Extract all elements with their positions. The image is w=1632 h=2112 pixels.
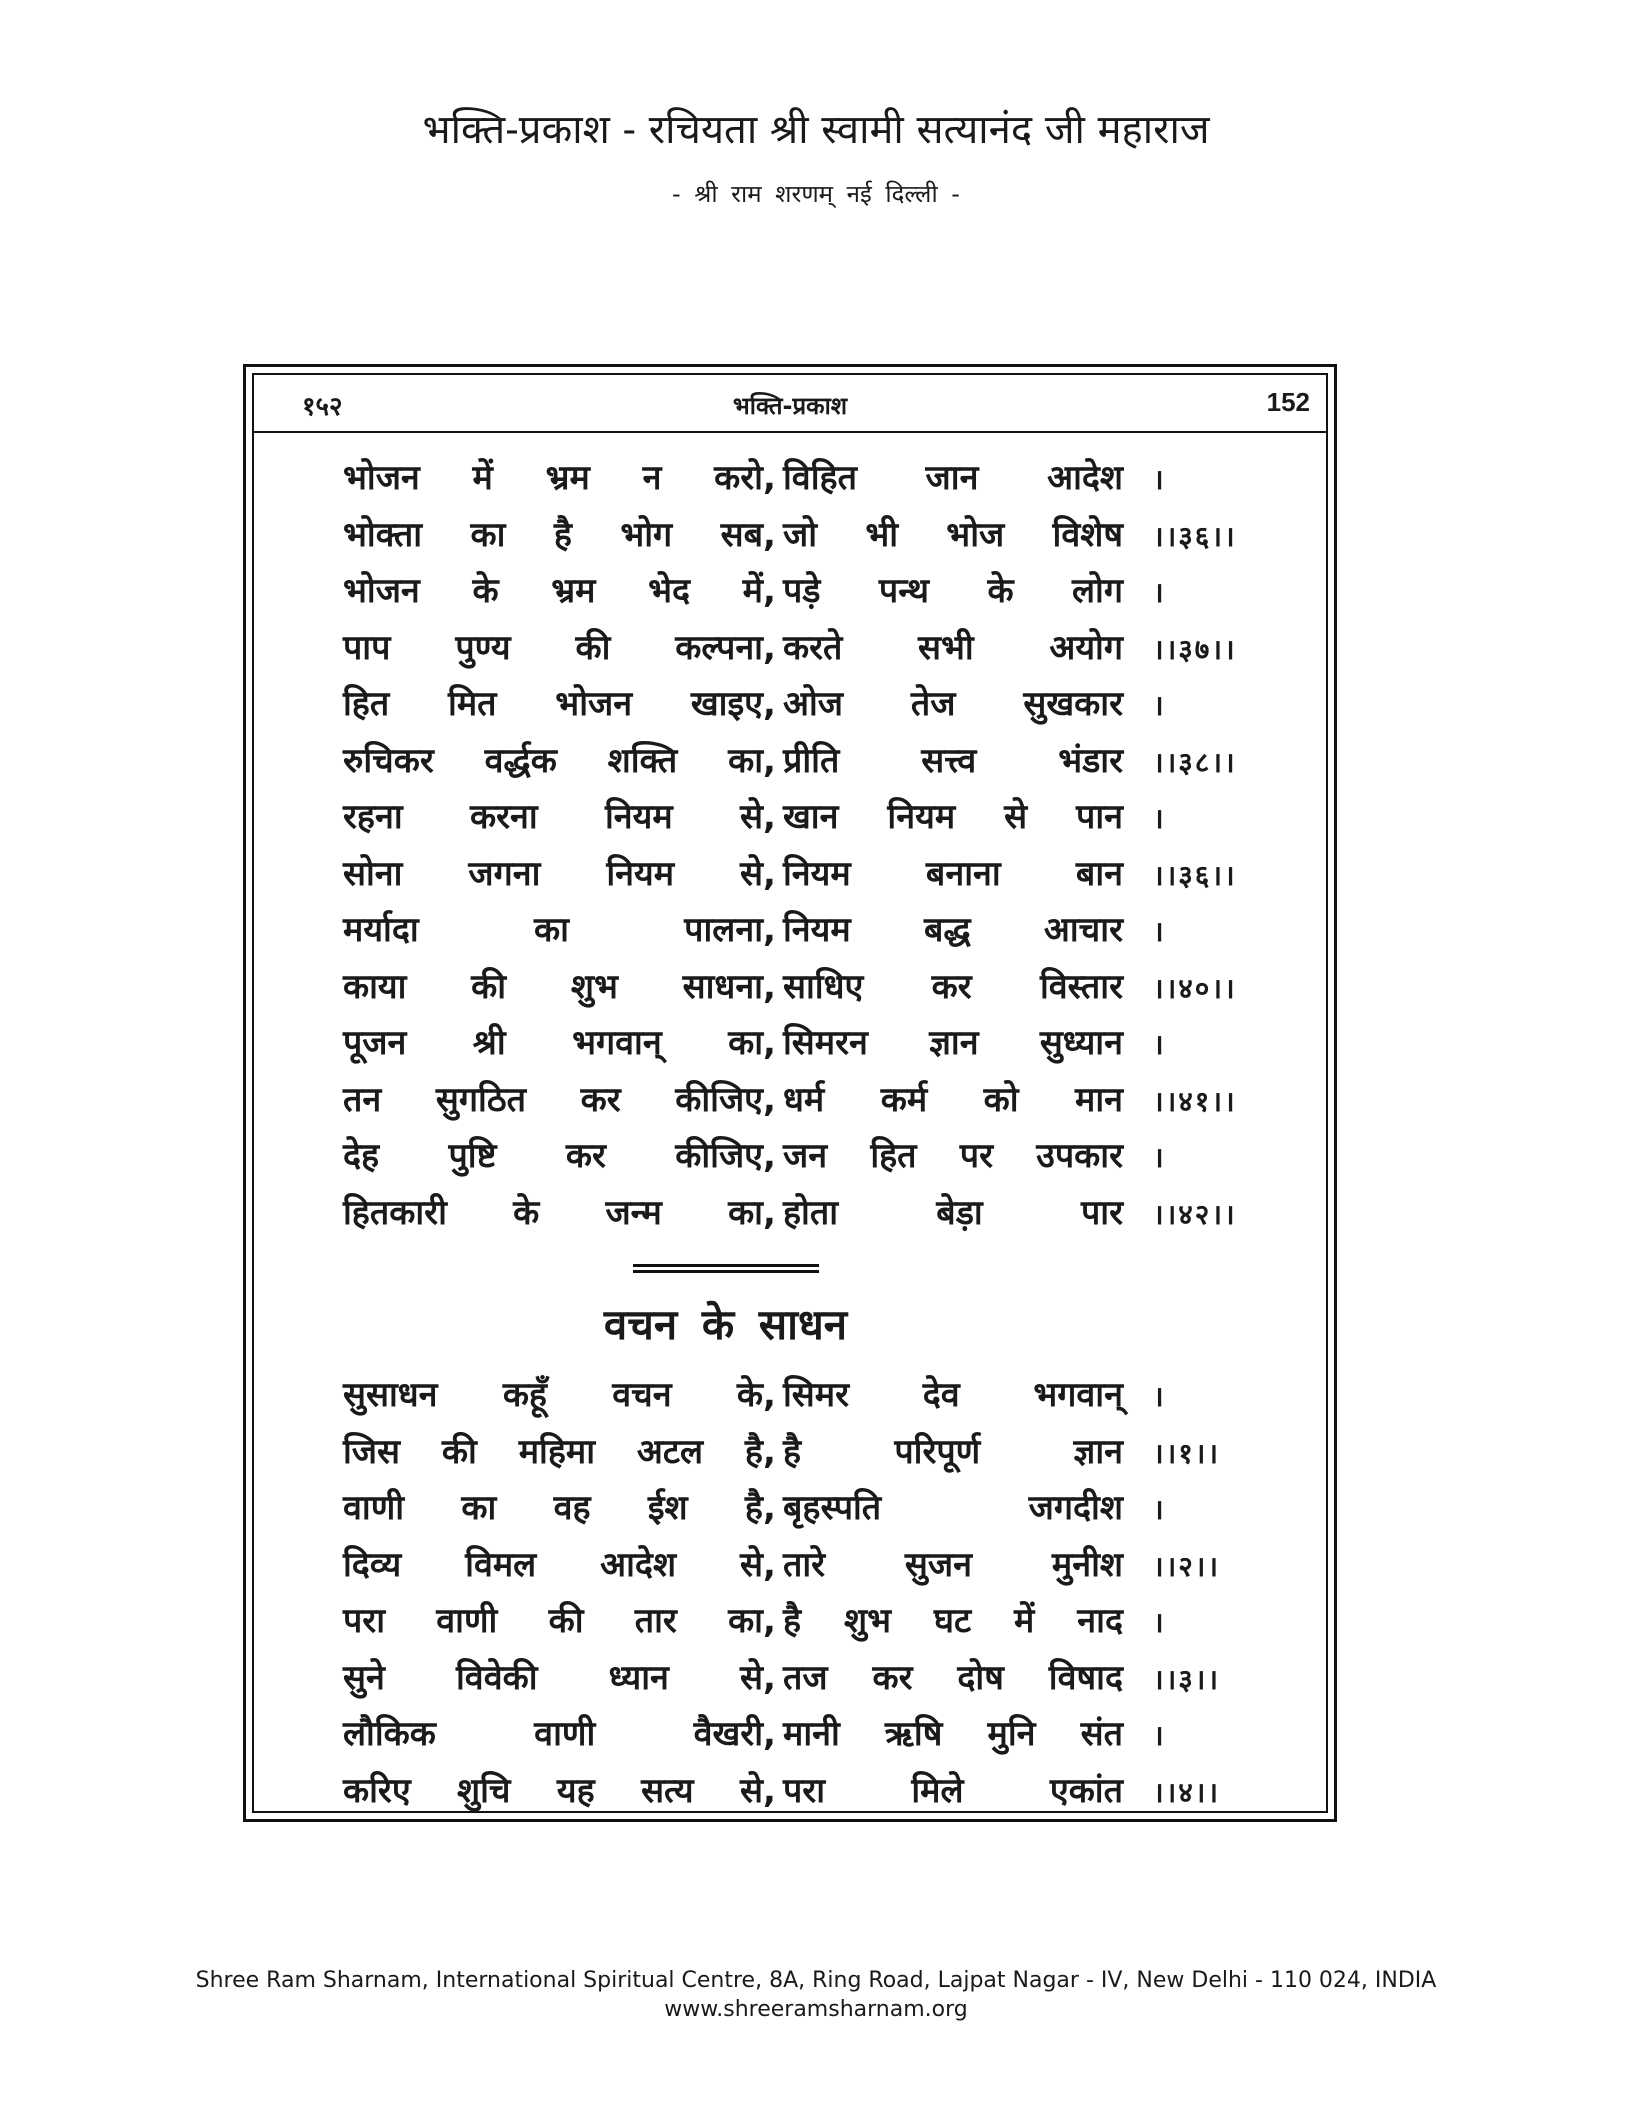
verse-second-half: प्रीति सत्त्व भंडार — [783, 740, 1123, 781]
verse-second-half: जो भी भोज विशेष — [783, 514, 1123, 555]
document-title: भक्ति-प्रकाश - रचियता श्री स्वामी सत्यानंद जी महाराज — [422, 107, 1210, 153]
verse-second-half: परा मिले एकांत — [783, 1770, 1123, 1811]
verse-line — [343, 849, 1248, 906]
verse-comma: , — [763, 1601, 776, 1641]
verse-first-half: पूजन श्री भगवान् का — [343, 1023, 763, 1063]
verse-line — [343, 1766, 1248, 1823]
document-header — [0, 100, 1632, 210]
verse-second-half: खान नियम से पान — [783, 797, 1123, 837]
verse-first-half: जिस की महिमा अटल है — [343, 1431, 763, 1472]
verse-second-half: तज कर दोष विषाद — [783, 1657, 1123, 1698]
verse-first-half: देह पुष्टि कर कीजिए — [343, 1136, 763, 1176]
verse-first-half: काया की शुभ साधना — [343, 966, 763, 1007]
verse-marker: । — [1153, 915, 1166, 948]
verse-marker: ।।३६।। — [1153, 519, 1237, 553]
verse-marker: । — [1153, 1606, 1166, 1639]
verse-marker: ।।३७।। — [1153, 632, 1237, 666]
verse-comma: , — [763, 1770, 776, 1811]
scanned-page-frame — [243, 364, 1337, 1822]
running-title: भक्ति-प्रकाश — [732, 392, 848, 420]
verse-block — [343, 453, 1248, 1822]
verse-line — [343, 453, 1248, 510]
verse-second-half: तारे सुजन मुनीश — [783, 1544, 1123, 1585]
verses-part-1 — [343, 453, 1248, 1244]
verse-comma: , — [763, 1375, 776, 1415]
verse-second-half: ओज तेज सुखकार — [783, 684, 1123, 724]
verse-comma: , — [763, 571, 776, 611]
verse-marker: । — [1153, 802, 1166, 835]
verse-comma: , — [763, 458, 776, 498]
verse-first-half: वाणी का वह ईश है — [343, 1488, 763, 1528]
verse-line — [343, 962, 1248, 1019]
section-divider — [633, 1264, 819, 1273]
verse-marker: । — [1153, 1719, 1166, 1752]
verse-second-half: नियम बद्ध आचार — [783, 910, 1123, 950]
verse-marker: । — [1153, 1028, 1166, 1061]
verse-comma: , — [763, 1488, 776, 1528]
verse-line — [343, 1653, 1248, 1710]
verse-line — [343, 1483, 1248, 1540]
page-number-devanagari: १५२ — [302, 392, 343, 422]
verse-first-half: मर्यादा का पालना — [343, 910, 763, 950]
verse-marker: ।।३।। — [1153, 1662, 1221, 1696]
verses-part-2 — [343, 1370, 1248, 1822]
verse-second-half: पड़े पन्थ के लोग — [783, 571, 1123, 611]
verse-first-half: पाप पुण्य की कल्पना — [343, 627, 763, 668]
verse-line — [343, 792, 1248, 849]
verse-first-half: रुचिकर वर्द्धक शक्ति का — [343, 740, 763, 781]
verse-first-half: सोना जगना नियम से — [343, 853, 763, 894]
verse-comma: , — [763, 684, 776, 724]
verse-line — [343, 623, 1248, 680]
verse-second-half: विहित जान आदेश — [783, 458, 1123, 498]
verse-comma: , — [763, 1192, 776, 1233]
verse-marker: ।।४१।। — [1153, 1084, 1237, 1118]
verse-comma: , — [763, 1714, 776, 1754]
verse-second-half: मानी ऋषि मुनि संत — [783, 1714, 1123, 1754]
verse-first-half: दिव्य विमल आदेश से — [343, 1544, 763, 1585]
footer-website: www.shreeramsharnam.org — [664, 1997, 968, 2022]
verse-line — [343, 1075, 1248, 1132]
verse-second-half: नियम बनाना बान — [783, 853, 1123, 894]
page-number: 152 — [1266, 387, 1310, 417]
verse-second-half: सिमर देव भगवान् — [783, 1375, 1123, 1415]
verse-second-half: होता बेड़ा पार — [783, 1192, 1123, 1233]
verse-comma: , — [763, 910, 776, 950]
verse-comma: , — [763, 797, 776, 837]
verse-second-half: सिमरन ज्ञान सुध्यान — [783, 1023, 1123, 1063]
verse-marker: ।।२।। — [1153, 1549, 1221, 1583]
verse-comma: , — [763, 1023, 776, 1063]
verse-first-half: भोजन में भ्रम न करो — [343, 458, 763, 498]
verse-second-half: है शुभ घट में नाद — [783, 1601, 1123, 1641]
section-heading: वचन के साधन — [603, 1300, 848, 1349]
verse-marker: ।।३८।। — [1153, 745, 1237, 779]
verse-marker: । — [1153, 1493, 1166, 1526]
verse-second-half: है परिपूर्ण ज्ञान — [783, 1431, 1123, 1472]
verse-comma: , — [763, 1136, 776, 1176]
verse-second-half: बृहस्पति जगदीश — [783, 1488, 1123, 1528]
verse-comma: , — [763, 966, 776, 1007]
verse-marker: । — [1153, 1141, 1166, 1174]
document-footer — [0, 1968, 1632, 2026]
verse-line — [343, 1427, 1248, 1484]
verse-first-half: हित मित भोजन खाइए — [343, 684, 763, 724]
verse-first-half: भोजन के भ्रम भेद में — [343, 571, 763, 611]
verse-marker: । — [1153, 463, 1166, 496]
verse-marker: ।।४।। — [1153, 1775, 1221, 1809]
verse-line — [343, 905, 1248, 962]
page-inner-border — [252, 373, 1328, 1813]
running-head — [254, 375, 1326, 433]
verse-comma: , — [763, 1657, 776, 1698]
verse-marker: ।।४२।। — [1153, 1197, 1237, 1231]
verse-comma: , — [763, 514, 776, 555]
verse-first-half: सुने विवेकी ध्यान से — [343, 1657, 763, 1698]
verse-line — [343, 1596, 1248, 1653]
verse-marker: ।।१।। — [1153, 1436, 1221, 1470]
verse-line — [343, 1131, 1248, 1188]
footer-address: Shree Ram Sharnam, International Spiritual Centre, 8A, Ring Road, Lajpat Nagar - IV, New Delhi - 110 024, INDIA — [195, 1968, 1437, 1993]
verse-first-half: करिए शुचि यह सत्य से — [343, 1770, 763, 1811]
verse-first-half: भोक्ता का है भोग सब — [343, 514, 763, 555]
verse-second-half: जन हित पर उपकार — [783, 1136, 1123, 1176]
verse-second-half: करते सभी अयोग — [783, 627, 1123, 668]
verse-second-half: धर्म कर्म को मान — [783, 1079, 1123, 1120]
verse-comma: , — [763, 627, 776, 668]
verse-first-half: परा वाणी की तार का — [343, 1601, 763, 1641]
document-subtitle: - श्री राम शरणम् नई दिल्ली - — [672, 180, 960, 208]
verse-line — [343, 679, 1248, 736]
verse-first-half: हितकारी के जन्म का — [343, 1192, 763, 1233]
verse-marker: । — [1153, 689, 1166, 722]
verse-line — [343, 1370, 1248, 1427]
verse-comma: , — [763, 740, 776, 781]
verse-first-half: सुसाधन कहूँ वचन के — [343, 1375, 763, 1415]
verse-first-half: लौकिक वाणी वैखरी — [343, 1714, 763, 1754]
verse-comma: , — [763, 1544, 776, 1585]
verse-marker: । — [1153, 1380, 1166, 1413]
verse-first-half: तन सुगठित कर कीजिए — [343, 1079, 763, 1120]
verse-first-half: रहना करना नियम से — [343, 797, 763, 837]
verse-comma: , — [763, 853, 776, 894]
verse-line — [343, 510, 1248, 567]
verse-line — [343, 1709, 1248, 1766]
verse-comma: , — [763, 1079, 776, 1120]
verse-line — [343, 1188, 1248, 1245]
verse-line — [343, 736, 1248, 793]
verse-marker: । — [1153, 576, 1166, 609]
verse-marker: ।।३६।। — [1153, 858, 1237, 892]
verse-line — [343, 566, 1248, 623]
verse-marker: ।।४०।। — [1153, 971, 1237, 1005]
verse-line — [343, 1018, 1248, 1075]
verse-comma: , — [763, 1431, 776, 1472]
verse-line — [343, 1540, 1248, 1597]
verse-second-half: साधिए कर विस्तार — [783, 966, 1123, 1007]
